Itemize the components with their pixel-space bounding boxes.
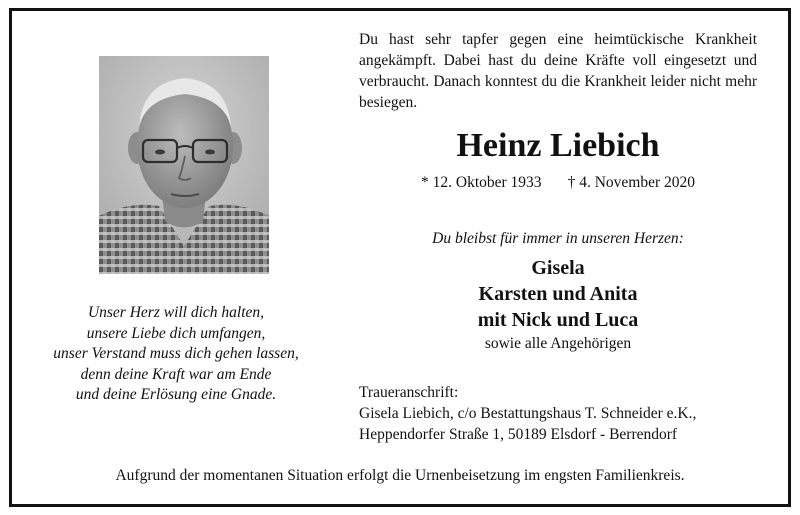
poem-line: Unser Herz will dich halten,	[87, 304, 265, 321]
death-date: † 4. November 2020	[567, 174, 695, 191]
poem-line: und deine Erlösung eine Gnade.	[75, 386, 277, 403]
mourner-name: Gisela	[531, 257, 585, 279]
mourners-list	[359, 255, 757, 355]
mourner-name: Karsten und Anita	[478, 283, 638, 305]
poem-line: unser Verstand muss dich gehen lassen,	[53, 345, 299, 362]
life-dates	[359, 173, 757, 193]
poem-line: unsere Liebe dich umfangen,	[86, 324, 266, 342]
address-label: Traueranschrift:	[359, 384, 459, 401]
deceased-name: Heinz Liebich	[456, 127, 660, 164]
portrait-image	[99, 56, 269, 274]
intro-text: Du hast sehr tapfer gegen eine heimtückische Krankheit angekämpft. Dabei hast du deine Kräfte voll eingesetzt und verbraucht. Danach konntest du die Krankheit leider nicht mehr besiegen.	[359, 31, 757, 111]
poem-line: denn deine Kraft war am Ende	[80, 365, 272, 383]
remembrance-line: Du bleibst für immer in unseren Herzen:	[432, 230, 684, 247]
portrait-photo	[99, 56, 269, 274]
mourner-name: mit Nick und Luca	[477, 309, 639, 331]
address-line: Heppendorfer Straße 1, 50189 Elsdorf - Berrendorf	[359, 426, 678, 443]
mourner-relatives: sowie alle Angehörigen	[484, 335, 632, 352]
poem	[32, 303, 320, 406]
obituary-card	[9, 8, 791, 507]
footer-note: Aufgrund der momentanen Situation erfolgt die Urnenbeisetzung im engsten Familienkreis.	[115, 467, 685, 484]
address-line: Gisela Liebich, c/o Bestattungshaus T. Schneider e.K.,	[359, 405, 697, 422]
mourning-address	[359, 382, 769, 445]
birth-date: * 12. Oktober 1933	[421, 174, 542, 191]
